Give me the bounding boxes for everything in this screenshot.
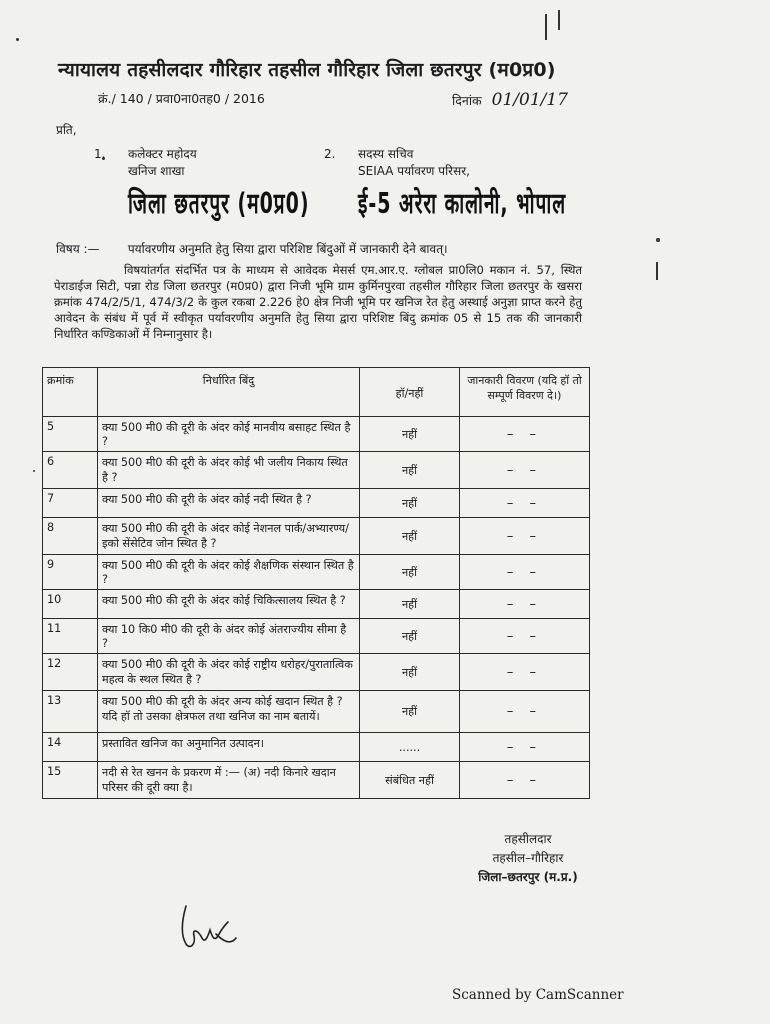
addressee-line: खनिज शाखा [128, 164, 185, 178]
prati-label: प्रति, [56, 123, 77, 137]
scan-speck [16, 38, 19, 41]
row-point: क्या 500 मी0 की दूरी के अंदर कोई नदी स्थित है ? [98, 489, 360, 518]
row-info: – – [460, 489, 590, 518]
date-line [452, 90, 568, 110]
table-row [43, 452, 590, 489]
row-serial: 11 [43, 619, 98, 654]
row-info: – – [460, 452, 590, 489]
addressee-1 [94, 146, 197, 180]
addressee-number: 2. [324, 147, 336, 161]
row-info: – – [460, 691, 590, 733]
row-point: क्या 500 मी0 की दूरी के अंदर कोई नेशनल पार्क/अभ्यारण्य/इको सेंसेटिव जोन स्थित है ? [98, 518, 360, 555]
signatory-title: तहसीलदार [504, 832, 552, 846]
reference-number: क्रं./ 140 / प्रवा0ना0तह0 / 2016 [98, 91, 265, 106]
table-row [43, 590, 590, 619]
addressee-stamp: ई-5 अरेरा कालोनी, भोपाल [358, 187, 567, 221]
table-header-row [43, 368, 590, 417]
row-point: क्या 10 कि0 मी0 की दूरी के अंदर कोई अंतराज्यीय सीमा है ? [98, 619, 360, 654]
row-answer: नहीं [360, 691, 460, 733]
date-label: दिनांक [452, 93, 482, 108]
row-answer: नहीं [360, 654, 460, 691]
signatory-tehsil: तहसील–गौरिहार [492, 851, 564, 865]
row-info: – – [460, 733, 590, 762]
handwritten-signature [172, 900, 242, 960]
addressee-line: सदस्य सचिव [358, 147, 414, 161]
information-table [42, 367, 590, 799]
row-answer: ...... [360, 733, 460, 762]
subject-line [56, 240, 448, 257]
addressee-line: कलेक्टर महोदय [128, 147, 197, 161]
row-point: क्या 500 मी0 की दूरी के अंदर कोई शैक्षणिक संस्थान स्थित है ? [98, 555, 360, 590]
row-info: – – [460, 555, 590, 590]
table-row [43, 619, 590, 654]
table-row [43, 654, 590, 691]
row-info: – – [460, 619, 590, 654]
row-info: – – [460, 654, 590, 691]
header-point: निर्धारित बिंदु [98, 368, 360, 417]
date-value: 01/01/17 [491, 90, 568, 110]
camscanner-watermark: Scanned by CamScanner [452, 987, 624, 1003]
row-serial: 9 [43, 555, 98, 590]
subject-label: विषय :— [56, 242, 100, 256]
row-serial: 15 [43, 762, 98, 799]
header-serial: क्रमांक [43, 368, 98, 417]
row-serial: 14 [43, 733, 98, 762]
scan-speck [656, 238, 660, 242]
row-answer: नहीं [360, 518, 460, 555]
body-text: विषयांतर्गत संदर्भित पत्र के माध्यम से आवेदक मेसर्स एम.आर.ए. ग्लोबल प्रा0लि0 मकान नं. 57, स्थित पेराडाईज सिटी, पन्ना रोड जिला छतरपुर (म0प्र0) द्वारा निजी भूमि ग्राम कुर्मिनपुरवा तहसील गौरिहार जिला छतरपुर के खसरा क्रमांक 474/2/5/1, 474/3/2 के कुल रकबा 2.226 हे0 क्षेत्र निजी भूमि पर खनिज रेत हेतु अस्थाई अनुज्ञा प्राप्त करने हेतु आवेदन के संबंध में पूर्व में स्वीकृत पर्यावरणीय अनुमति हेतु सिया द्वारा परिशिष्ट बिंदु क्रमांक 05 से 15 तक की जानकारी निर्धारित कण्डिकाओं में निम्नानुसार है। [54, 263, 582, 341]
row-serial: 10 [43, 590, 98, 619]
court-title: न्यायालय तहसीलदार गौरिहार तहसील गौरिहार जिला छतरपुर (म0प्र0) [58, 59, 556, 81]
row-answer: नहीं [360, 619, 460, 654]
scan-mark [558, 10, 560, 30]
row-point: क्या 500 मी0 की दूरी के अंदर कोई राष्ट्रीय धरोहर/पुरातात्विक महत्व के स्थल स्थित है ? [98, 654, 360, 691]
row-answer: नहीं [360, 417, 460, 452]
row-point: क्या 500 मी0 की दूरी के अंदर अन्य कोई खदान स्थित है ? यदि हॉ तो उसका क्षेत्रफल तथा खनिज का नाम बतायें। [98, 691, 360, 733]
row-serial: 12 [43, 654, 98, 691]
scan-mark [545, 14, 547, 40]
table-row [43, 555, 590, 590]
header-yes-no: हॉ/नहीं [360, 368, 460, 417]
row-answer: नहीं [360, 489, 460, 518]
body-paragraph [54, 262, 582, 342]
row-answer: नहीं [360, 555, 460, 590]
table-row [43, 489, 590, 518]
row-point: क्या 500 मी0 की दूरी के अंदर कोई मानवीय बसाहट स्थित है ? [98, 417, 360, 452]
row-answer: नहीं [360, 452, 460, 489]
signatory-district: जिला–छतरपुर (म.प्र.) [478, 870, 578, 884]
addressee-number: 1. [94, 147, 106, 161]
row-answer: नहीं [360, 590, 460, 619]
scan-speck [33, 470, 35, 472]
row-serial: 5 [43, 417, 98, 452]
row-serial: 7 [43, 489, 98, 518]
table-row [43, 733, 590, 762]
row-info: – – [460, 762, 590, 799]
row-serial: 13 [43, 691, 98, 733]
scan-mark [656, 262, 658, 280]
row-point: प्रस्तावित खनिज का अनुमानित उत्पादन। [98, 733, 360, 762]
addressee-stamp: जिला छतरपुर (म0प्र0) [128, 187, 310, 221]
row-point: क्या 500 मी0 की दूरी के अंदर कोई भी जलीय निकाय स्थित है ? [98, 452, 360, 489]
table-row [43, 518, 590, 555]
addressee-line: SEIAA पर्यावरण परिसर, [358, 164, 470, 178]
addressee-2 [324, 146, 470, 180]
row-serial: 8 [43, 518, 98, 555]
row-info: – – [460, 590, 590, 619]
table-row [43, 762, 590, 799]
row-info: – – [460, 417, 590, 452]
row-point: नदी से रेत खनन के प्रकरण में :— (अ) नदी किनारे खदान परिसर की दूरी क्या है। [98, 762, 360, 799]
header-info: जानकारी विवरण (यदि हॉ तो सम्पूर्ण विवरण दे।) [460, 368, 590, 417]
table-row [43, 417, 590, 452]
subject-text: पर्यावरणीय अनुमति हेतु सिया द्वारा परिशिष्ट बिंदुओं में जानकारी देने बावत्। [127, 242, 448, 256]
row-info: – – [460, 518, 590, 555]
row-serial: 6 [43, 452, 98, 489]
table-row [43, 691, 590, 733]
signature-block [463, 830, 593, 887]
row-point: क्या 500 मी0 की दूरी के अंदर कोई चिकित्सालय स्थित है ? [98, 590, 360, 619]
row-answer: संबंधित नहीं [360, 762, 460, 799]
